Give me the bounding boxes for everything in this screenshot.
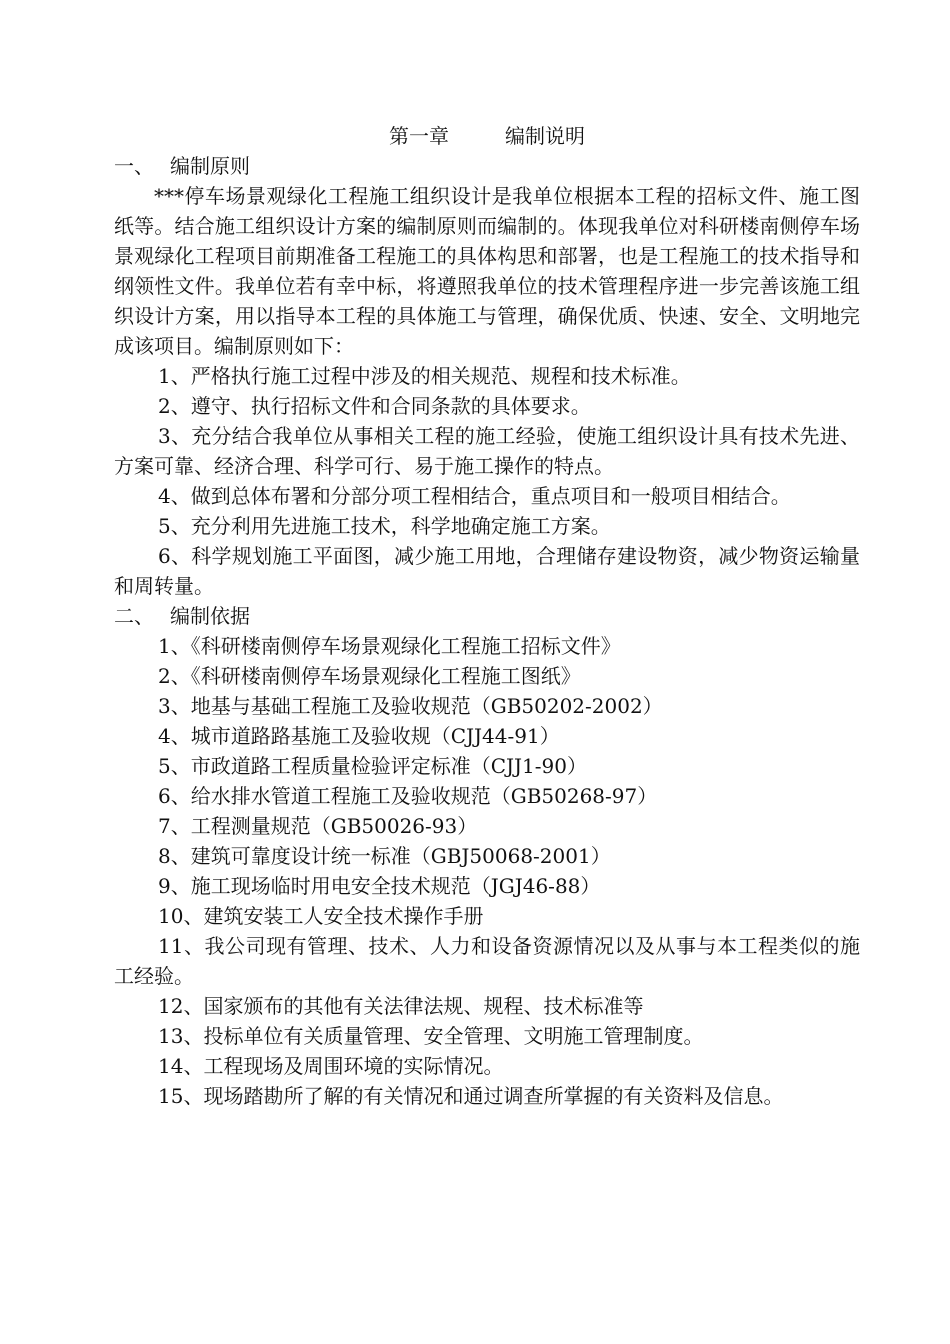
basis-item: 10、建筑安装工人安全技术操作手册: [158, 904, 484, 928]
chapter-name: 编制说明: [505, 124, 585, 148]
section-number: 一、: [114, 154, 154, 178]
basis-item: 6、给水排水管道工程施工及验收规范（GB50268-97）: [158, 784, 658, 808]
basis-item: 5、市政道路工程质量检验评定标准（CJJ1-90）: [158, 754, 587, 778]
basis-item: 15、现场踏勘所了解的有关情况和通过调查所掌握的有关资料及信息。: [158, 1084, 784, 1108]
basis-item: 11、我公司现有管理、技术、人力和设备资源情况以及从事与本工程类似的施工经验。: [114, 934, 860, 988]
principle-item: 3、充分结合我单位从事相关工程的施工经验，使施工组织设计具有技术先进、方案可靠、经济合理、科学可行、易于施工操作的特点。: [114, 424, 860, 478]
section-title: 编制原则: [170, 154, 250, 178]
basis-item: 9、施工现场临时用电安全技术规范（JGJ46-88）: [158, 874, 601, 898]
principle-item: 5、充分利用先进施工技术，科学地确定施工方案。: [158, 514, 611, 538]
principle-item: 1、严格执行施工过程中涉及的相关规范、规程和技术标准。: [158, 364, 691, 388]
section-heading-principles: [114, 151, 860, 181]
document-page: [114, 121, 860, 1111]
basis-item: 4、城市道路路基施工及验收规（CJJ44-91）: [158, 724, 560, 748]
basis-item: 3、地基与基础工程施工及验收规范（GB50202-2002）: [158, 694, 663, 718]
principle-item: 2、遵守、执行招标文件和合同条款的具体要求。: [158, 394, 591, 418]
basis-item: 1、《科研楼南侧停车场景观绿化工程施工招标文件》: [158, 634, 621, 658]
principle-item: 4、做到总体布署和分部分项工程相结合，重点项目和一般项目相结合。: [158, 484, 791, 508]
intro-paragraph: ***停车场景观绿化工程施工组织设计是我单位根据本工程的招标文件、施工图纸等。结合施工组织设计方案的编制原则而编制的。体现我单位对科研楼南侧停车场景观绿化工程项目前期准备工程施工的具体构思和部署，也是工程施工的技术指导和纲领性文件。我单位若有幸中标，将遵照我单位的技术管理程序进一步完善该施工组织设计方案，用以指导本工程的具体施工与管理，确保优质、快速、安全、文明地完成该项目。编制原则如下：: [114, 184, 860, 358]
basis-item: 7、工程测量规范（GB50026-93）: [158, 814, 478, 838]
basis-item: 8、建筑可靠度设计统一标准（GBJ50068-2001）: [158, 844, 611, 868]
chapter-number: 第一章: [389, 124, 449, 148]
basis-item: 2、《科研楼南侧停车场景观绿化工程施工图纸》: [158, 664, 581, 688]
section-number: 二、: [114, 604, 154, 628]
section-heading-basis: [114, 601, 860, 631]
basis-item: 14、工程现场及周围环境的实际情况。: [158, 1054, 504, 1078]
basis-item: 12、国家颁布的其他有关法律法规、规程、技术标准等: [158, 994, 644, 1018]
section-title: 编制依据: [170, 604, 250, 628]
chapter-title: [114, 121, 860, 151]
basis-item: 13、投标单位有关质量管理、安全管理、文明施工管理制度。: [158, 1024, 704, 1048]
principle-item: 6、科学规划施工平面图，减少施工用地，合理储存建设物资，减少物资运输量和周转量。: [114, 544, 860, 598]
